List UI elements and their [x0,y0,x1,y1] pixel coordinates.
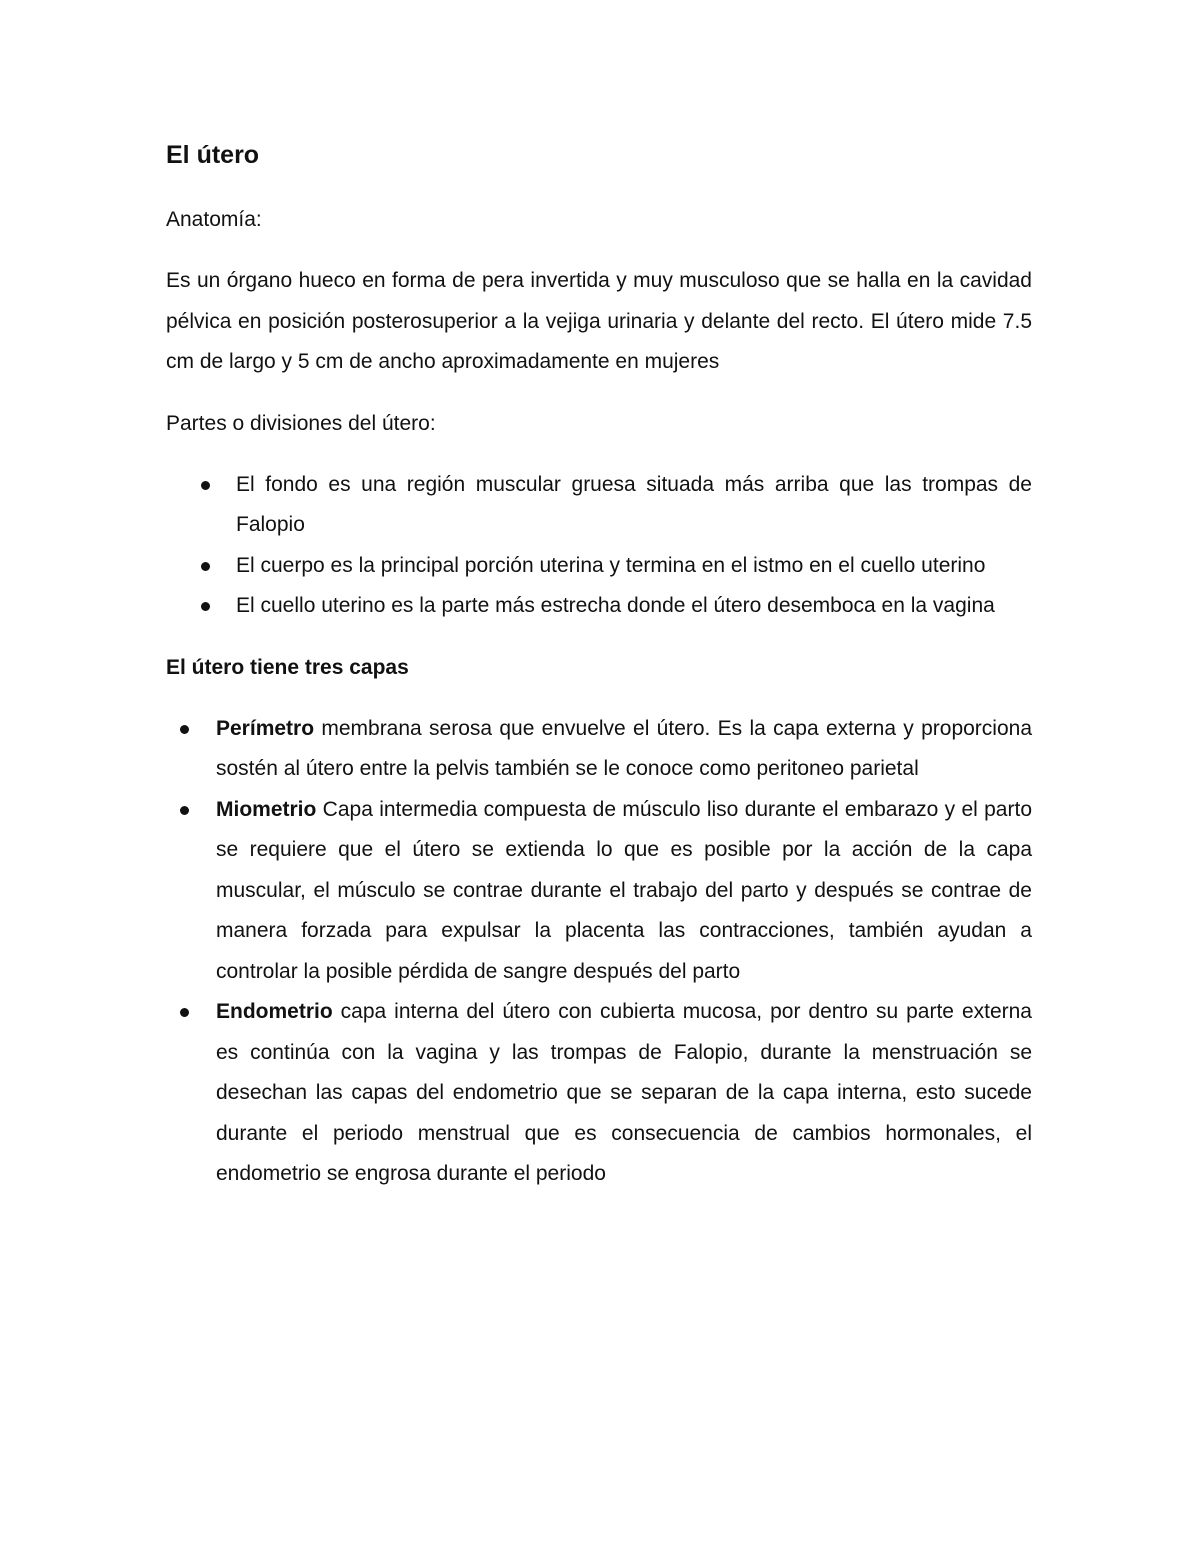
parts-label: Partes o divisiones del útero: [166,411,436,435]
bullet-icon [201,481,210,490]
parts-list [166,465,1032,627]
layer-term: Miometrio [216,797,317,821]
layer-term: Endometrio [216,1000,333,1023]
list-item [166,790,1032,993]
anatomy-label: Anatomía: [166,208,262,231]
list-item [166,546,1032,587]
list-item-text: El cuello uterino es la parte más estrecha donde el útero desemboca en la vagina [236,594,995,617]
layers-list [166,709,1032,1195]
anatomy-paragraph: Es un órgano hueco en forma de pera invertida y muy musculoso que se halla en la cavidad pélvica en posición posterosuperior a la vejiga urinaria y delante del recto. El útero mide 7.5 cm de largo y 5 cm de ancho aproximadamente en mujeres [166,269,1032,373]
layers-heading: El útero tiene tres capas [166,655,409,679]
layer-description: Capa intermedia compuesta de músculo liso durante el embarazo y el parto se requiere que el útero se extienda lo que es posible por la acción de la capa muscular, el músculo se contrae durante el trabajo del parto y después se contrae de manera forzada para expulsar la placenta las contracciones, también ayudan a controlar la posible pérdida de sangre después del parto [216,797,1032,983]
list-item [166,992,1032,1195]
list-item [166,709,1032,790]
layer-description: capa interna del útero con cubierta mucosa, por dentro su parte externa es continúa con la vagina y las trompas de Falopio, durante la menstruación se desechan las capas del endometrio que se separan de la capa interna, esto sucede durante el periodo menstrual que es consecuencia de cambios hormonales, el endometrio se engrosa durante el periodo [216,1000,1032,1185]
bullet-icon [201,602,210,611]
list-item-text: El cuerpo es la principal porción uterina y termina en el istmo en el cuello uterino [236,553,986,577]
layer-description: membrana serosa que envuelve el útero. Es la capa externa y proporciona sostén al útero entre la pelvis también se le conoce como peritoneo parietal [216,716,1032,780]
list-item [166,465,1032,546]
bullet-icon [201,562,210,571]
bullet-icon [180,806,189,815]
bullet-icon [180,725,189,734]
document-title: El útero [166,141,260,169]
list-item-text: El fondo es una región muscular gruesa situada más arriba que las trompas de Falopio [236,472,1032,536]
bullet-icon [180,1008,189,1017]
list-item [166,586,1032,627]
layer-term: Perímetro [216,716,315,740]
document-page [166,132,1032,1216]
